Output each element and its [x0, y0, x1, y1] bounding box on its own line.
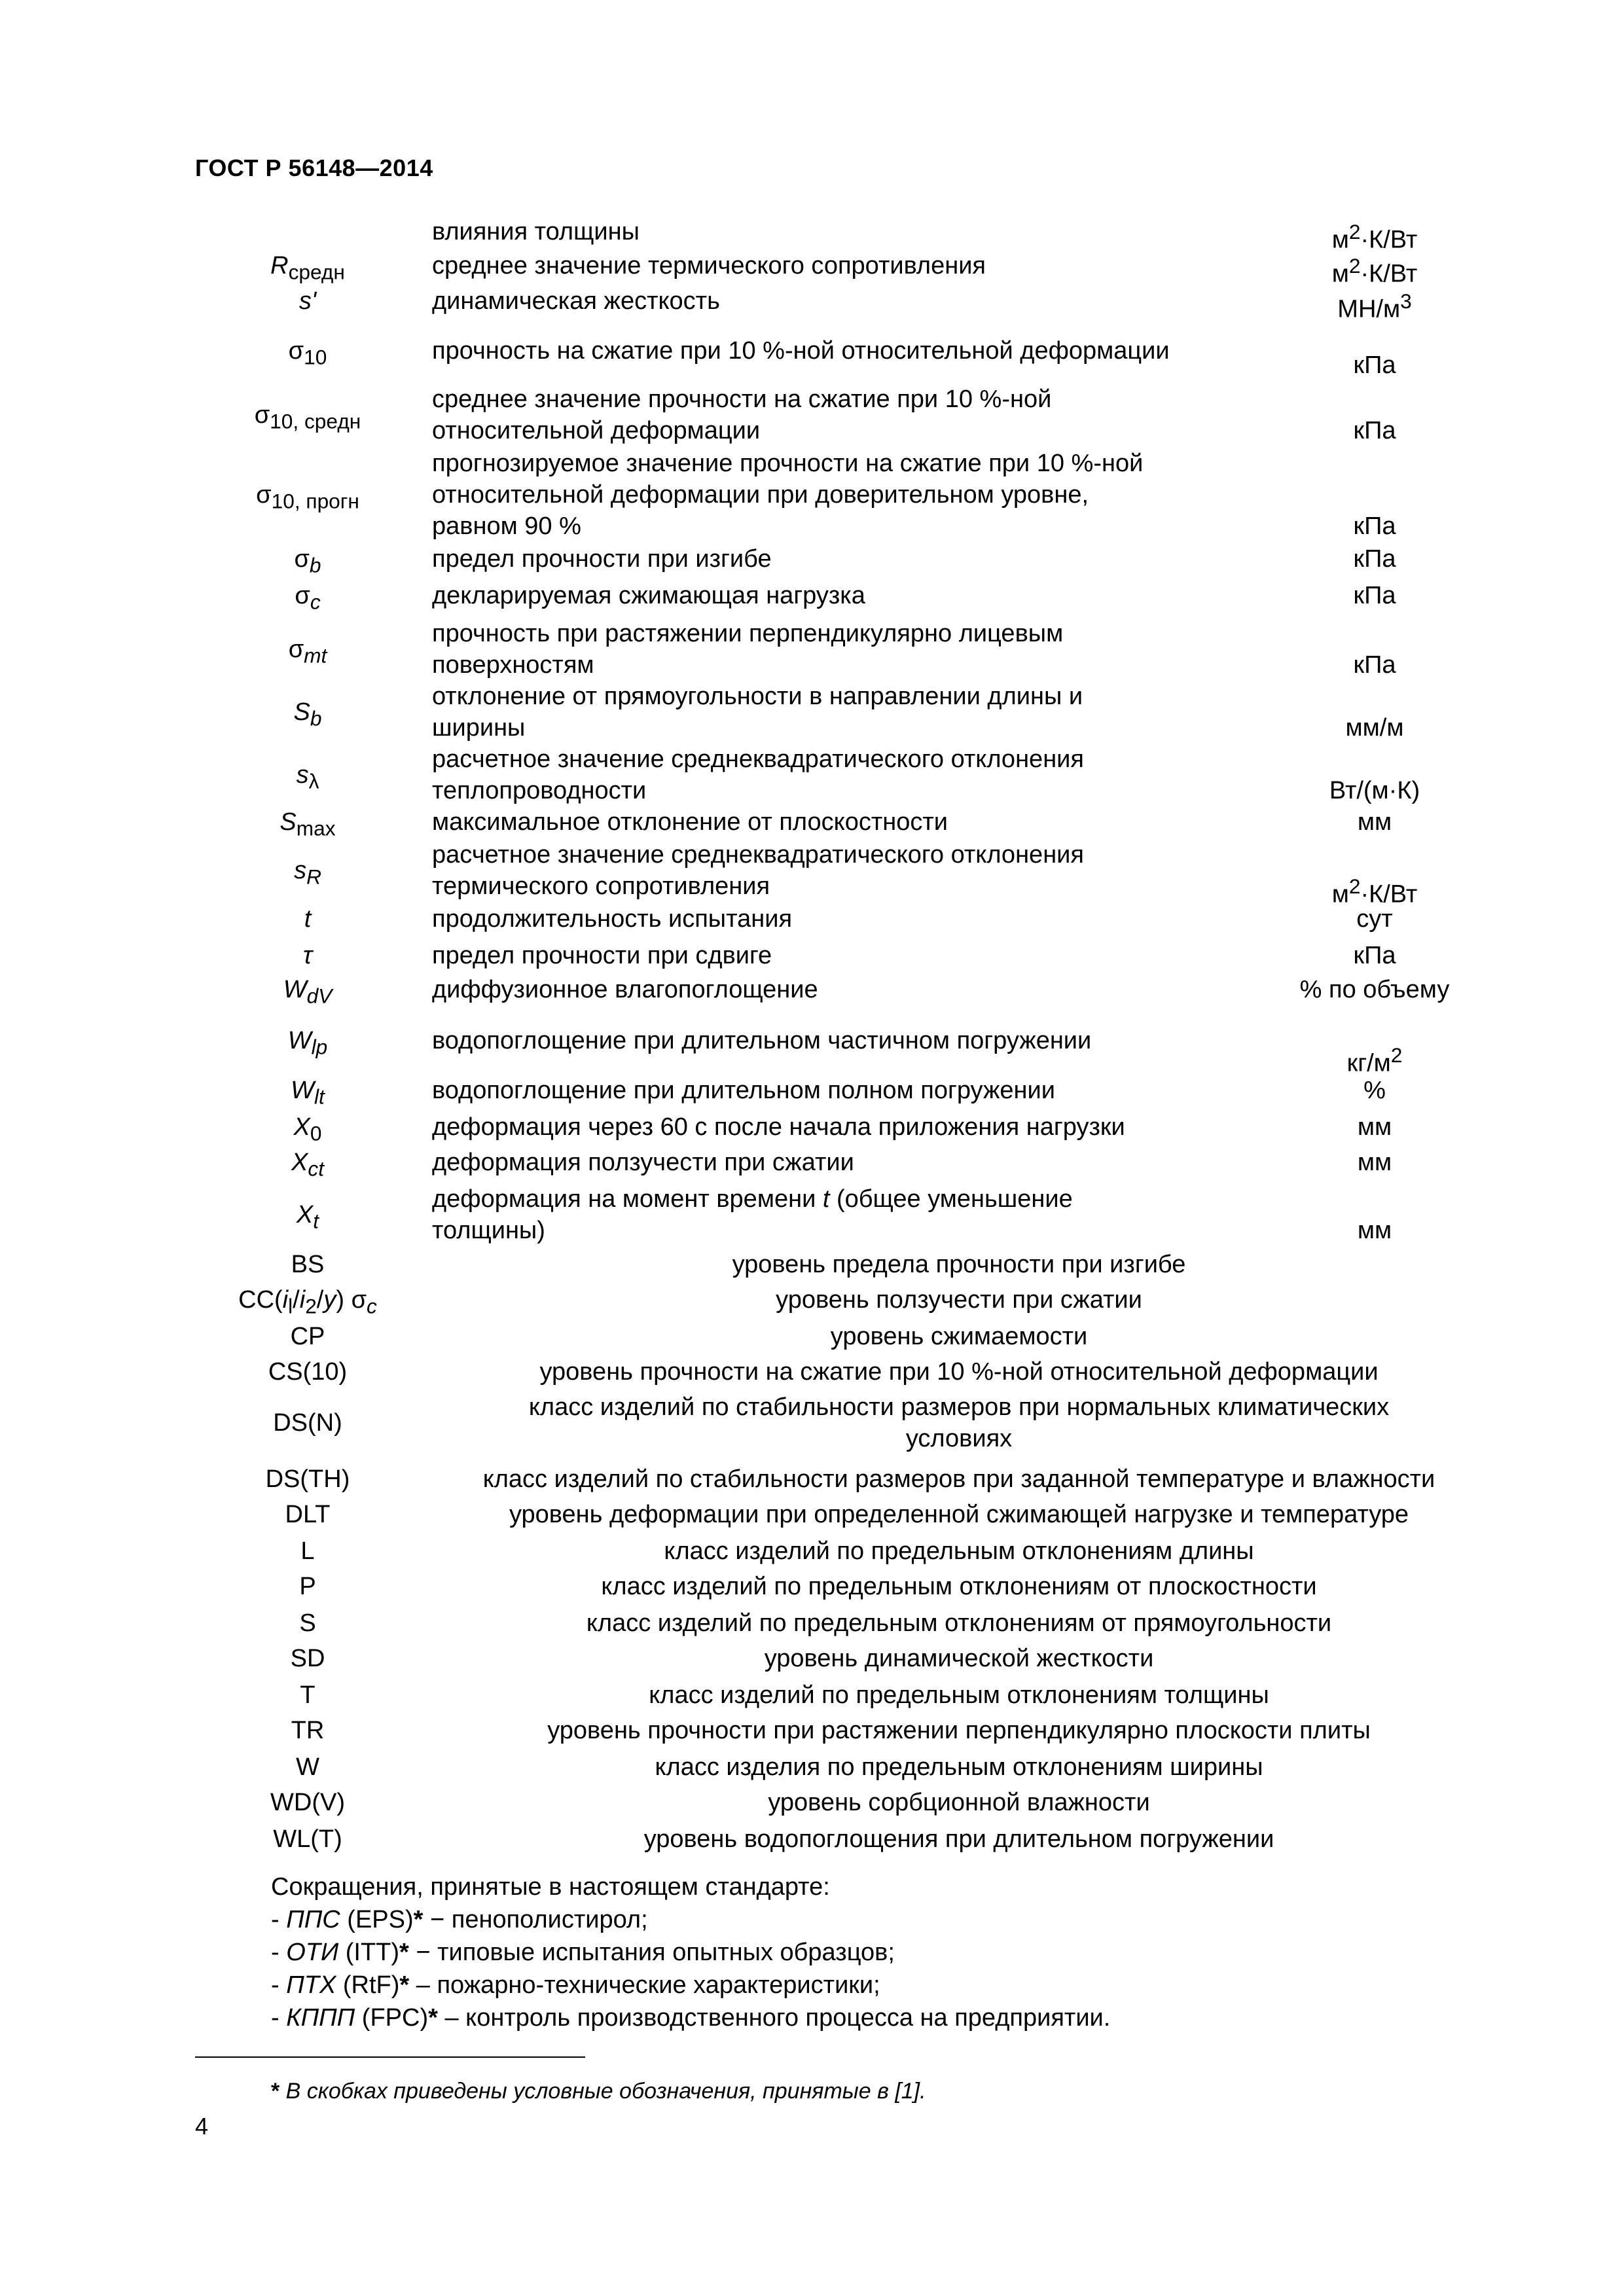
unit-cell: кПа [1353, 512, 1396, 540]
symbol-cell: $X_0$ [293, 1113, 322, 1145]
class-description-cell: уровень прочности при растяжении перпендикулярно плоскости плиты [547, 1717, 1371, 1744]
unit-cell: кПа [1353, 651, 1396, 679]
symbol-cell: $s_\lambda$ [296, 761, 319, 793]
abbreviation-term: ППС [286, 1906, 340, 1933]
footnote-text: В скобках приведены условные обозначения, принятые в [1]. [280, 2079, 926, 2104]
class-description-cell: уровень деформации при определенной сжимающей нагрузке и температуре [509, 1501, 1409, 1528]
symbol-cell: $S_{max}$ [280, 808, 336, 840]
symbol-cell: $X_t$ [296, 1201, 319, 1233]
abbreviation-item [271, 2001, 1110, 2034]
class-symbol-cell: CP [290, 1323, 325, 1350]
abbreviation-code: (RtF) [342, 1971, 400, 1999]
abbreviation-code: (FPC) [361, 2004, 429, 2032]
unit-cell: % [1363, 1077, 1386, 1104]
abbreviation-code: (ITT) [345, 1939, 400, 1966]
class-symbol-cell: DLT [285, 1501, 331, 1528]
list-dash: - [271, 1906, 287, 1933]
description-cell: прочность при растяжении перпендикулярно лицевым поверхностям [432, 620, 1064, 679]
unit-cell: $кг/м^2$ [1346, 1043, 1403, 1077]
class-symbol-cell: $CC(i_l/i_2/y)$ $\sigma_c$ [238, 1286, 377, 1318]
unit-cell: мм/м [1345, 714, 1404, 742]
description-cell: предел прочности при изгибе [432, 545, 772, 573]
unit-cell: кПа [1353, 417, 1396, 444]
footnote-divider [195, 2056, 585, 2058]
class-symbol-cell: P [299, 1573, 316, 1600]
description-cell: влияния толщины [432, 218, 640, 245]
class-description-cell: уровень предела прочности при изгибе [732, 1251, 1186, 1278]
document-header: ГОСТ Р 56148—2014 [195, 154, 433, 181]
abbreviation-item [271, 1903, 1110, 1936]
description-cell: предел прочности при сдвиге [432, 942, 772, 969]
list-dash: - [271, 2004, 287, 2032]
class-description-cell: уровень сжимаемости [830, 1323, 1088, 1350]
symbol-cell: $\sigma_{10}$ [288, 337, 327, 369]
class-symbol-cell: L [300, 1537, 315, 1565]
unit-cell: кПа [1353, 545, 1396, 573]
unit-cell: Вт/(м·К) [1329, 777, 1420, 804]
abbreviation-term: ПТХ [286, 1971, 336, 1999]
class-description-cell: уровень сорбционной влажности [768, 1789, 1150, 1816]
class-description-cell: уровень ползучести при сжатии [776, 1286, 1142, 1314]
description-cell: расчетное значение среднеквадратического отклонения теплопроводности [432, 745, 1084, 804]
unit-cell: % по объему [1299, 976, 1450, 1003]
class-symbol-cell: BS [291, 1251, 325, 1278]
description-cell: расчетное значение среднеквадратического отклонения термического сопротивления [432, 841, 1084, 900]
unit-cell: сут [1356, 905, 1393, 933]
abbreviation-definition: − пенополистирол; [423, 1906, 648, 1933]
unit-cell: мм [1357, 1149, 1392, 1176]
description-cell: максимальное отклонение от плоскостности [432, 808, 948, 836]
symbol-cell: $W_{dV}$ [283, 976, 333, 1008]
abbreviation-item [271, 1936, 1110, 1969]
unit-cell: кПа [1353, 942, 1396, 969]
description-cell: деформация ползучести при сжатии [432, 1149, 854, 1176]
list-dash: - [271, 1971, 287, 1999]
class-symbol-cell: WL(T) [273, 1825, 342, 1853]
class-symbol-cell: CS(10) [268, 1358, 348, 1386]
description-cell: декларируемая сжимающая нагрузка [432, 582, 865, 609]
class-symbol-cell: T [300, 1681, 316, 1709]
abbreviations-list [271, 1903, 1110, 2034]
footnote-reference: * [399, 1939, 409, 1966]
class-description-cell: уровень прочности на сжатие при 10 %-ной относительной деформации [539, 1358, 1379, 1386]
class-symbol-cell: TR [291, 1717, 325, 1744]
class-description-cell: класс изделий по стабильности размеров при заданной температуре и влажности [482, 1465, 1435, 1493]
symbol-cell: $R_{средн}$ [270, 252, 345, 284]
description-cell: водопоглощение при длительном полном погружении [432, 1077, 1055, 1104]
symbol-cell: $\sigma_{10, прогн}$ [256, 481, 359, 513]
abbreviation-definition: − типовые испытания опытных образцов; [408, 1939, 895, 1966]
class-description-cell: класс изделий по предельным отклонениям от прямоугольности [586, 1609, 1332, 1637]
class-description-cell: класс изделий по предельным отклонениям длины [664, 1537, 1254, 1565]
symbol-cell: $\sigma_{10, средн}$ [254, 401, 361, 433]
unit-cell: мм [1357, 808, 1392, 836]
unit-cell: мм [1357, 1217, 1392, 1244]
abbreviation-code: (EPS) [347, 1906, 414, 1933]
abbreviation-term: ОТИ [286, 1939, 339, 1966]
list-dash: - [271, 1939, 287, 1966]
description-cell: водопоглощение при длительном частичном погружении [432, 1027, 1092, 1054]
unit-cell: кПа [1353, 351, 1396, 379]
description-cell: продолжительность испытания [432, 905, 793, 933]
class-description-cell: класс изделий по стабильности размеров при нормальных климатических условиях [528, 1393, 1390, 1452]
symbol-cell: $W_{lt}$ [291, 1077, 325, 1109]
class-description-cell: класс изделий по предельным отклонениям от плоскостности [601, 1573, 1317, 1600]
class-symbol-cell: S [299, 1609, 316, 1637]
class-symbol-cell: DS(N) [273, 1409, 342, 1437]
unit-cell: $м^2\cdot К/Вт$ [1331, 220, 1418, 254]
description-cell: деформация через 60 с после начала приложения нагрузки [432, 1113, 1125, 1141]
abbreviations-block [271, 1871, 1110, 2034]
symbol-cell: τ [302, 942, 313, 969]
footnote [271, 2079, 926, 2104]
class-description-cell: уровень динамической жесткости [764, 1645, 1154, 1672]
symbol-cell: $X_{ct}$ [291, 1149, 324, 1181]
class-symbol-cell: W [296, 1753, 319, 1781]
class-symbol-cell: DS(TH) [265, 1465, 350, 1493]
description-cell: прогнозируемое значение прочности на сжатие при 10 %-ной относительной деформации при доверительном уровне, равном 90 % [432, 450, 1144, 540]
abbreviation-definition: – контроль производственного процесса на предприятии. [437, 2004, 1111, 2032]
unit-cell: $м^2\cdot К/Вт$ [1331, 874, 1418, 908]
footnote-mark: * [271, 2079, 280, 2104]
description-cell: среднее значение прочности на сжатие при 10 %-ной относительной деформации [432, 386, 1052, 444]
page-number: 4 [195, 2113, 209, 2140]
class-description-cell: уровень водопоглощения при длительном погружении [643, 1825, 1274, 1853]
description-cell: деформация на момент времени t (общее уменьшение толщины) [432, 1185, 1073, 1244]
class-symbol-cell: SD [290, 1645, 325, 1672]
unit-cell: кПа [1353, 582, 1396, 609]
symbol-cell: $W_{lp}$ [287, 1027, 328, 1059]
description-cell: среднее значение термического сопротивления [432, 252, 986, 279]
symbol-cell: $S_b$ [293, 698, 322, 730]
class-description-cell: класс изделий по предельным отклонениям толщины [649, 1681, 1269, 1709]
symbol-cell: $\sigma_b$ [294, 545, 321, 577]
abbreviations-intro: Сокращения, принятые в настоящем стандарте: [271, 1873, 830, 1901]
symbol-cell: $\sigma_{mt}$ [288, 636, 327, 668]
description-cell: динамическая жесткость [432, 287, 720, 315]
class-symbol-cell: WD(V) [270, 1789, 345, 1816]
class-description-cell: класс изделия по предельным отклонениям ширины [655, 1753, 1263, 1781]
symbol-cell: $s_R$ [294, 857, 321, 889]
description-cell: диффузионное влагопоглощение [432, 976, 818, 1003]
footnote-reference: * [428, 2004, 438, 2032]
unit-cell: $м^2\cdot К/Вт$ [1331, 254, 1418, 288]
abbreviation-term: КППП [286, 2004, 355, 2032]
description-cell: прочность на сжатие при 10 %-ной относительной деформации [432, 337, 1170, 365]
abbreviation-definition: – пожарно-технические характеристики; [409, 1971, 880, 1999]
description-cell: отклонение от прямоугольности в направлении длины и ширины [432, 683, 1083, 742]
abbreviation-item [271, 1969, 1110, 2001]
unit-cell: мм [1357, 1113, 1392, 1141]
footnote-reference: * [399, 1971, 410, 1999]
unit-cell: $МН/м^3$ [1337, 289, 1412, 323]
footnote-reference: * [413, 1906, 424, 1933]
symbol-cell: s' [298, 287, 317, 315]
symbol-cell: $\sigma_c$ [295, 582, 321, 614]
symbol-cell: t [304, 905, 312, 933]
